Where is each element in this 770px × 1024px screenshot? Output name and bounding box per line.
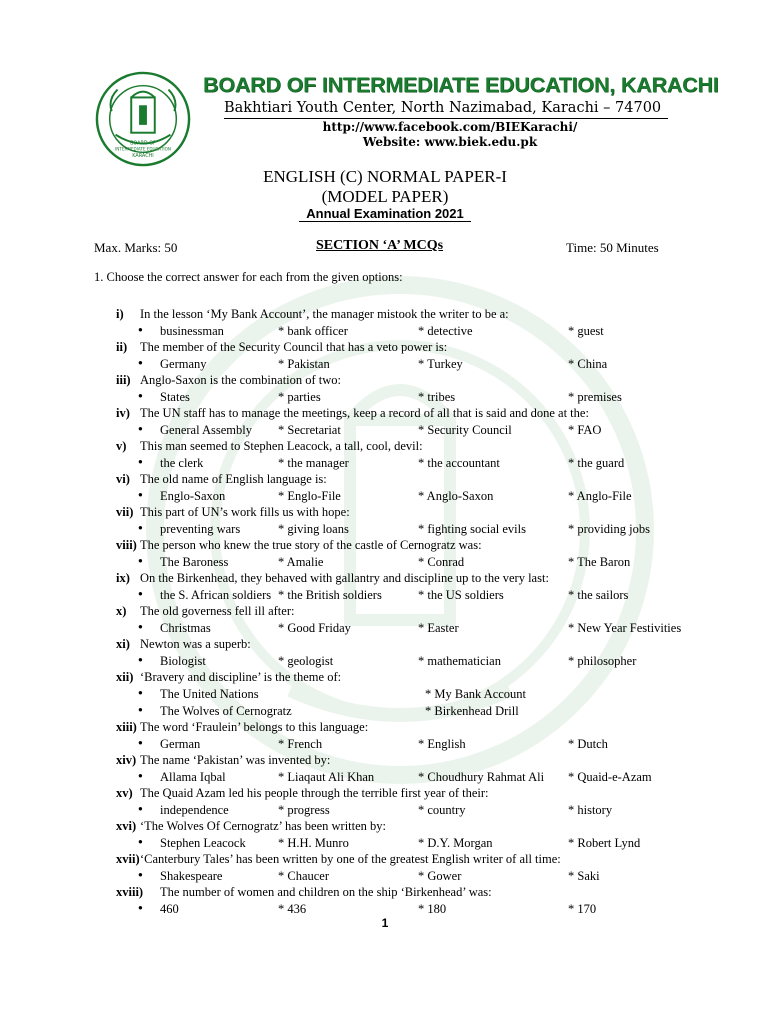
answer-option[interactable]: * Easter (418, 621, 459, 635)
answer-option[interactable]: * Choudhury Rahmat Ali (418, 770, 545, 784)
board-title: BOARD OF INTERMEDIATE EDUCATION, KARACHI (203, 73, 719, 97)
option-bullet: ● (138, 804, 143, 813)
option-bullet: ● (138, 490, 143, 499)
question-text: ‘Canterbury Tales’ has been written by one of the greatest English writer of all time: (140, 852, 561, 866)
answer-option[interactable]: * country (418, 803, 466, 817)
answer-option[interactable]: * bank officer (278, 324, 348, 338)
answer-option[interactable]: States (160, 390, 190, 404)
page-number: 1 (381, 916, 389, 930)
question-text: The Quaid Azam led his people through the terrible first year of their: (140, 786, 489, 800)
answer-option[interactable]: businessman (160, 324, 224, 338)
paper-title: ENGLISH (C) NORMAL PAPER-I (263, 167, 507, 186)
option-bullet: ● (138, 903, 143, 912)
answer-option[interactable]: * FAO (568, 423, 602, 437)
board-logo (94, 70, 192, 168)
answer-option[interactable]: independence (160, 803, 229, 817)
time-allowed: Time: 50 Minutes (566, 240, 659, 255)
question-text: The number of women and children on the ship ‘Birkenhead’ was: (160, 885, 492, 899)
answer-option[interactable]: * the sailors (568, 588, 629, 602)
svg-text:BOARD OF: BOARD OF (130, 140, 156, 147)
facebook-link[interactable]: http://www.facebook.com/BIEKarachi/ (322, 120, 578, 134)
answer-option[interactable]: * Chaucer (278, 869, 330, 883)
question-number: i) (116, 307, 124, 321)
question-number: ix) (116, 571, 130, 585)
question-text: This part of UN’s work fills us with hope: (140, 505, 350, 519)
answer-option[interactable]: the clerk (160, 456, 204, 470)
question-text: ‘Bravery and discipline’ is the theme of: (140, 670, 342, 684)
question-text: The UN staff has to manage the meetings, keep a record of all that is said and done at the: (140, 406, 589, 420)
option-bullet: ● (138, 325, 143, 334)
answer-option[interactable]: * premises (568, 390, 622, 404)
answer-option[interactable]: the S. African soldiers (160, 588, 272, 602)
option-bullet: ● (138, 523, 143, 532)
answer-option[interactable]: * D.Y. Morgan (418, 836, 493, 850)
answer-option[interactable]: * geologist (278, 654, 334, 668)
section-heading: SECTION ‘A’ MCQs (316, 238, 444, 253)
option-bullet: ● (138, 622, 143, 631)
answer-option[interactable]: German (160, 737, 201, 751)
question-number: xvi) (116, 819, 137, 833)
address-underline (224, 118, 668, 119)
option-bullet: ● (138, 771, 143, 780)
question-text: Newton was a superb: (140, 637, 251, 651)
question-text: In the lesson ‘My Bank Account’, the manager mistook the writer to be a: (140, 307, 509, 321)
answer-option[interactable]: * Turkey (418, 357, 463, 371)
question-number: xiv) (116, 753, 137, 767)
question-number: viii) (116, 538, 137, 552)
question-number: xii) (116, 670, 134, 684)
paper-subtitle: (MODEL PAPER) (321, 187, 449, 206)
answer-option[interactable]: * Robert Lynd (568, 836, 641, 850)
question-number: vii) (116, 505, 134, 519)
option-bullet: ● (138, 358, 143, 367)
answer-option[interactable]: * English (418, 737, 466, 751)
question-text: The old name of English language is: (140, 472, 327, 486)
answer-option[interactable]: * Anglo-File (568, 489, 632, 503)
svg-text:KARACHI: KARACHI (132, 153, 154, 160)
answer-option[interactable]: preventing wars (160, 522, 241, 536)
answer-option[interactable]: * history (568, 803, 613, 817)
answer-option[interactable]: * Gower (418, 869, 462, 883)
answer-option[interactable]: * the guard (568, 456, 625, 470)
exam-underline (299, 221, 471, 222)
answer-option[interactable]: * Englo-File (278, 489, 341, 503)
answer-option[interactable]: * progress (278, 803, 330, 817)
board-address: Bakhtiari Youth Center, North Nazimabad, Karachi – 74700 (224, 100, 662, 116)
option-bullet: ● (138, 424, 143, 433)
question-text: ‘The Wolves Of Cernogratz’ has been written by: (140, 819, 387, 833)
answer-option[interactable]: Englo-Saxon (160, 489, 226, 503)
answer-option[interactable]: * Conrad (418, 555, 465, 569)
answer-option[interactable]: * Secretariat (278, 423, 341, 437)
answer-option[interactable]: * guest (568, 324, 604, 338)
question-text: On the Birkenhead, they behaved with gallantry and discipline up to the very last: (140, 571, 549, 585)
answer-option[interactable]: * Birkenhead Drill (425, 704, 519, 718)
question-number: iii) (116, 373, 131, 387)
answer-option[interactable]: * the British soldiers (278, 588, 382, 602)
question-number: xv) (116, 786, 133, 800)
answer-option[interactable]: General Assembly (160, 423, 252, 437)
answer-option[interactable]: 460 (160, 902, 179, 916)
option-bullet: ● (138, 738, 143, 747)
answer-option[interactable]: The Wolves of Cernogratz (160, 704, 292, 718)
answer-option[interactable]: * philosopher (568, 654, 637, 668)
answer-option[interactable]: * Good Friday (278, 621, 351, 635)
answer-option[interactable]: * The Baron (568, 555, 631, 569)
answer-option[interactable]: * the US soldiers (418, 588, 504, 602)
answer-option[interactable]: * My Bank Account (425, 687, 527, 701)
answer-option[interactable]: Shakespeare (160, 869, 223, 883)
answer-option[interactable]: * 170 (568, 902, 597, 916)
option-bullet: ● (138, 655, 143, 664)
answer-option[interactable]: * Pakistan (278, 357, 330, 371)
answer-option[interactable]: * the manager (278, 456, 349, 470)
answer-option[interactable]: Germany (160, 357, 207, 371)
option-bullet: ● (138, 391, 143, 400)
website-link[interactable]: Website: www.biek.edu.pk (362, 135, 538, 149)
question-text: The name ‘Pakistan’ was invented by: (140, 753, 331, 767)
option-bullet: ● (138, 870, 143, 879)
answer-option[interactable]: The Baroness (160, 555, 229, 569)
exam-name: Annual Examination 2021 (306, 206, 464, 221)
answer-option[interactable]: * Anglo-Saxon (418, 489, 494, 503)
instruction: 1. Choose the correct answer for each from the given options: (94, 270, 403, 284)
question-text: The old governess fell ill after: (140, 604, 295, 618)
answer-option[interactable]: * fighting social evils (418, 522, 526, 536)
question-number: vi) (116, 472, 130, 486)
answer-option[interactable]: * providing jobs (568, 522, 650, 536)
answer-option[interactable]: * 436 (278, 902, 307, 916)
question-number: xi) (116, 637, 130, 651)
question-number: iv) (116, 406, 130, 420)
answer-option[interactable]: * Saki (568, 869, 600, 883)
question-number: v) (116, 439, 127, 453)
answer-option[interactable]: * giving loans (278, 522, 349, 536)
question-text: The member of the Security Council that has a veto power is: (140, 340, 448, 354)
answer-option[interactable]: Christmas (160, 621, 211, 635)
option-bullet: ● (138, 688, 143, 697)
question-text: This man seemed to Stephen Leacock, a tall, cool, devil: (140, 439, 423, 453)
question-text: The word ‘Fraulein’ belongs to this language: (140, 720, 369, 734)
option-bullet: ● (138, 457, 143, 466)
answer-option[interactable]: * H.H. Munro (278, 836, 349, 850)
answer-option[interactable]: * Security Council (418, 423, 512, 437)
question-text: Anglo-Saxon is the combination of two: (140, 373, 342, 387)
question-number: xvii) (116, 852, 140, 866)
max-marks: Max. Marks: 50 (94, 240, 178, 255)
question-number: ii) (116, 340, 128, 354)
answer-option[interactable]: * parties (278, 390, 321, 404)
answer-option[interactable]: * Dutch (568, 737, 608, 751)
answer-option[interactable]: The United Nations (160, 687, 259, 701)
answer-option[interactable]: * 180 (418, 902, 447, 916)
svg-text:INTERMEDIATE EDUCATION: INTERMEDIATE EDUCATION (115, 146, 171, 152)
answer-option[interactable]: * Amalie (278, 555, 324, 569)
option-bullet: ● (138, 705, 143, 714)
option-bullet: ● (138, 556, 143, 565)
question-number: xviii) (116, 885, 144, 899)
answer-option[interactable]: * China (568, 357, 608, 371)
answer-option[interactable]: * New Year Festivities (568, 621, 682, 635)
answer-option[interactable]: Allama Iqbal (160, 770, 226, 784)
option-bullet: ● (138, 589, 143, 598)
answer-option[interactable]: * the accountant (418, 456, 500, 470)
answer-option[interactable]: * mathematician (418, 654, 501, 668)
answer-option[interactable]: * tribes (418, 390, 456, 404)
option-bullet: ● (138, 837, 143, 846)
answer-option[interactable]: * French (278, 737, 323, 751)
question-text: The person who knew the true story of the castle of Cernogratz was: (140, 538, 482, 552)
question-number: xiii) (116, 720, 137, 734)
answer-option[interactable]: * detective (418, 324, 473, 338)
answer-option[interactable]: * Quaid-e-Azam (568, 770, 652, 784)
question-number: x) (116, 604, 127, 618)
answer-option[interactable]: * Liaqaut Ali Khan (278, 770, 375, 784)
answer-option[interactable]: Biologist (160, 654, 206, 668)
answer-option[interactable]: Stephen Leacock (160, 836, 246, 850)
